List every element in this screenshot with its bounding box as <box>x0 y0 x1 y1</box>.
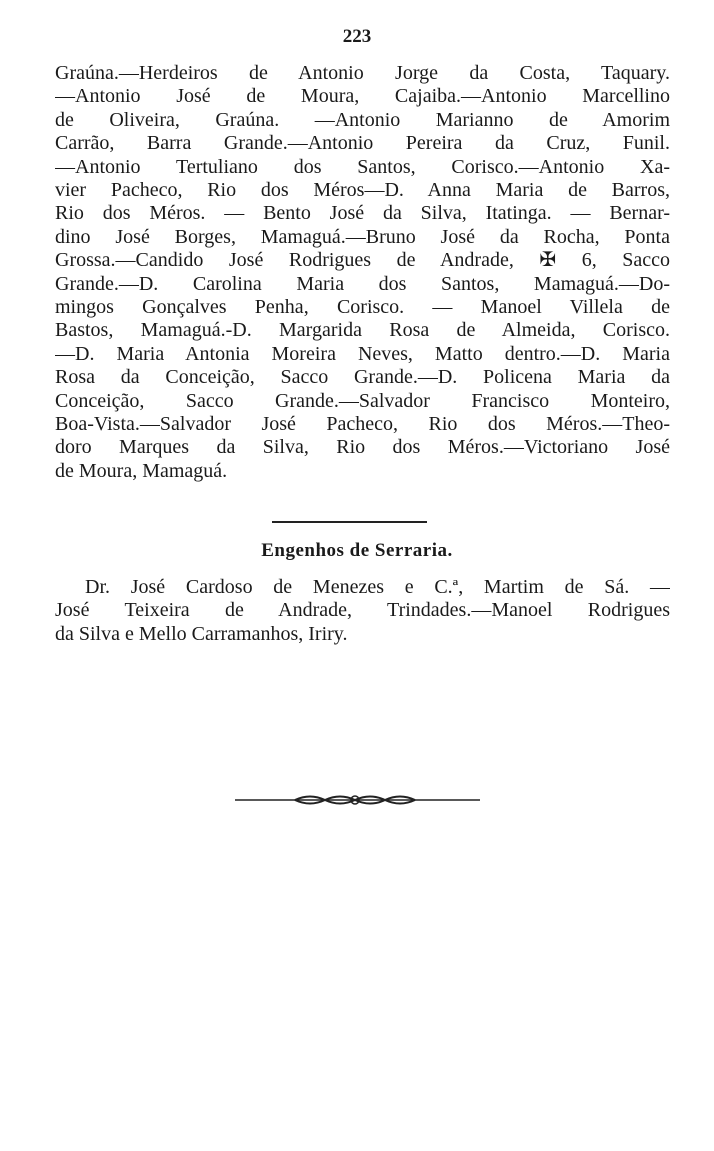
text-line: Grossa.—Candido José Rodrigues de Andrade, ✠ 6, Sacco <box>55 249 670 272</box>
text-line: —Antonio Tertuliano dos Santos, Corisco.—Antonio Xa- <box>55 155 670 178</box>
text-line: de Moura, Mamaguá. <box>55 459 228 482</box>
text-line: Conceição, Sacco Grande.—Salvador Francisco Monteiro, <box>55 389 670 412</box>
text-line: Rosa da Conceição, Sacco Grande.—D. Policena Maria da <box>55 366 670 389</box>
text-line: —Antonio José de Moura, Cajaiba.—Antonio Marcellino <box>55 85 670 108</box>
text-line: Boa-Vista.—Salvador José Pacheco, Rio dos Méros.—Theo- <box>55 413 670 435</box>
text-line: vier Pacheco, Rio dos Méros—D. Anna Maria de Barros, <box>55 179 670 201</box>
page-number: 223 <box>342 26 372 47</box>
text-line: doro Marques da Silva, Rio dos Méros.—Victoriano José <box>55 436 670 459</box>
text-line: Dr. José Cardoso de Menezes e C.ª, Martim de Sá. — <box>85 576 670 598</box>
text-line: Graúna.—Herdeiros de Antonio Jorge da Costa, Taquary. <box>55 62 670 84</box>
text-line: mingos Gonçalves Penha, Corisco. — Manoel Villela de <box>55 296 670 318</box>
text-line: Bastos, Mamaguá.-D. Margarida Rosa de Almeida, Corisco. <box>55 319 670 342</box>
section-heading: Engenhos de Serraria. <box>261 540 453 561</box>
text-line: da Silva e Mello Carramanhos, Iriry. <box>55 622 348 645</box>
text-line: Rio dos Méros. — Bento José da Silva, Itatinga. — Bernar- <box>55 202 670 225</box>
text-line: Grande.—D. Carolina Maria dos Santos, Mamaguá.—Do- <box>55 272 670 295</box>
text-line: dino José Borges, Mamaguá.—Bruno José da Rocha, Ponta <box>55 225 670 248</box>
end-ornament <box>235 790 480 810</box>
section-divider <box>272 521 427 523</box>
text-line: de Oliveira, Graúna. —Antonio Marianno de Amorim <box>55 108 670 131</box>
text-line: —D. Maria Antonia Moreira Neves, Matto dentro.—D. Maria <box>55 342 670 365</box>
text-line: José Teixeira de Andrade, Trindades.—Manoel Rodrigues <box>55 599 670 622</box>
text-line: Carrão, Barra Grande.—Antonio Pereira da Cruz, Funil. <box>55 132 670 155</box>
